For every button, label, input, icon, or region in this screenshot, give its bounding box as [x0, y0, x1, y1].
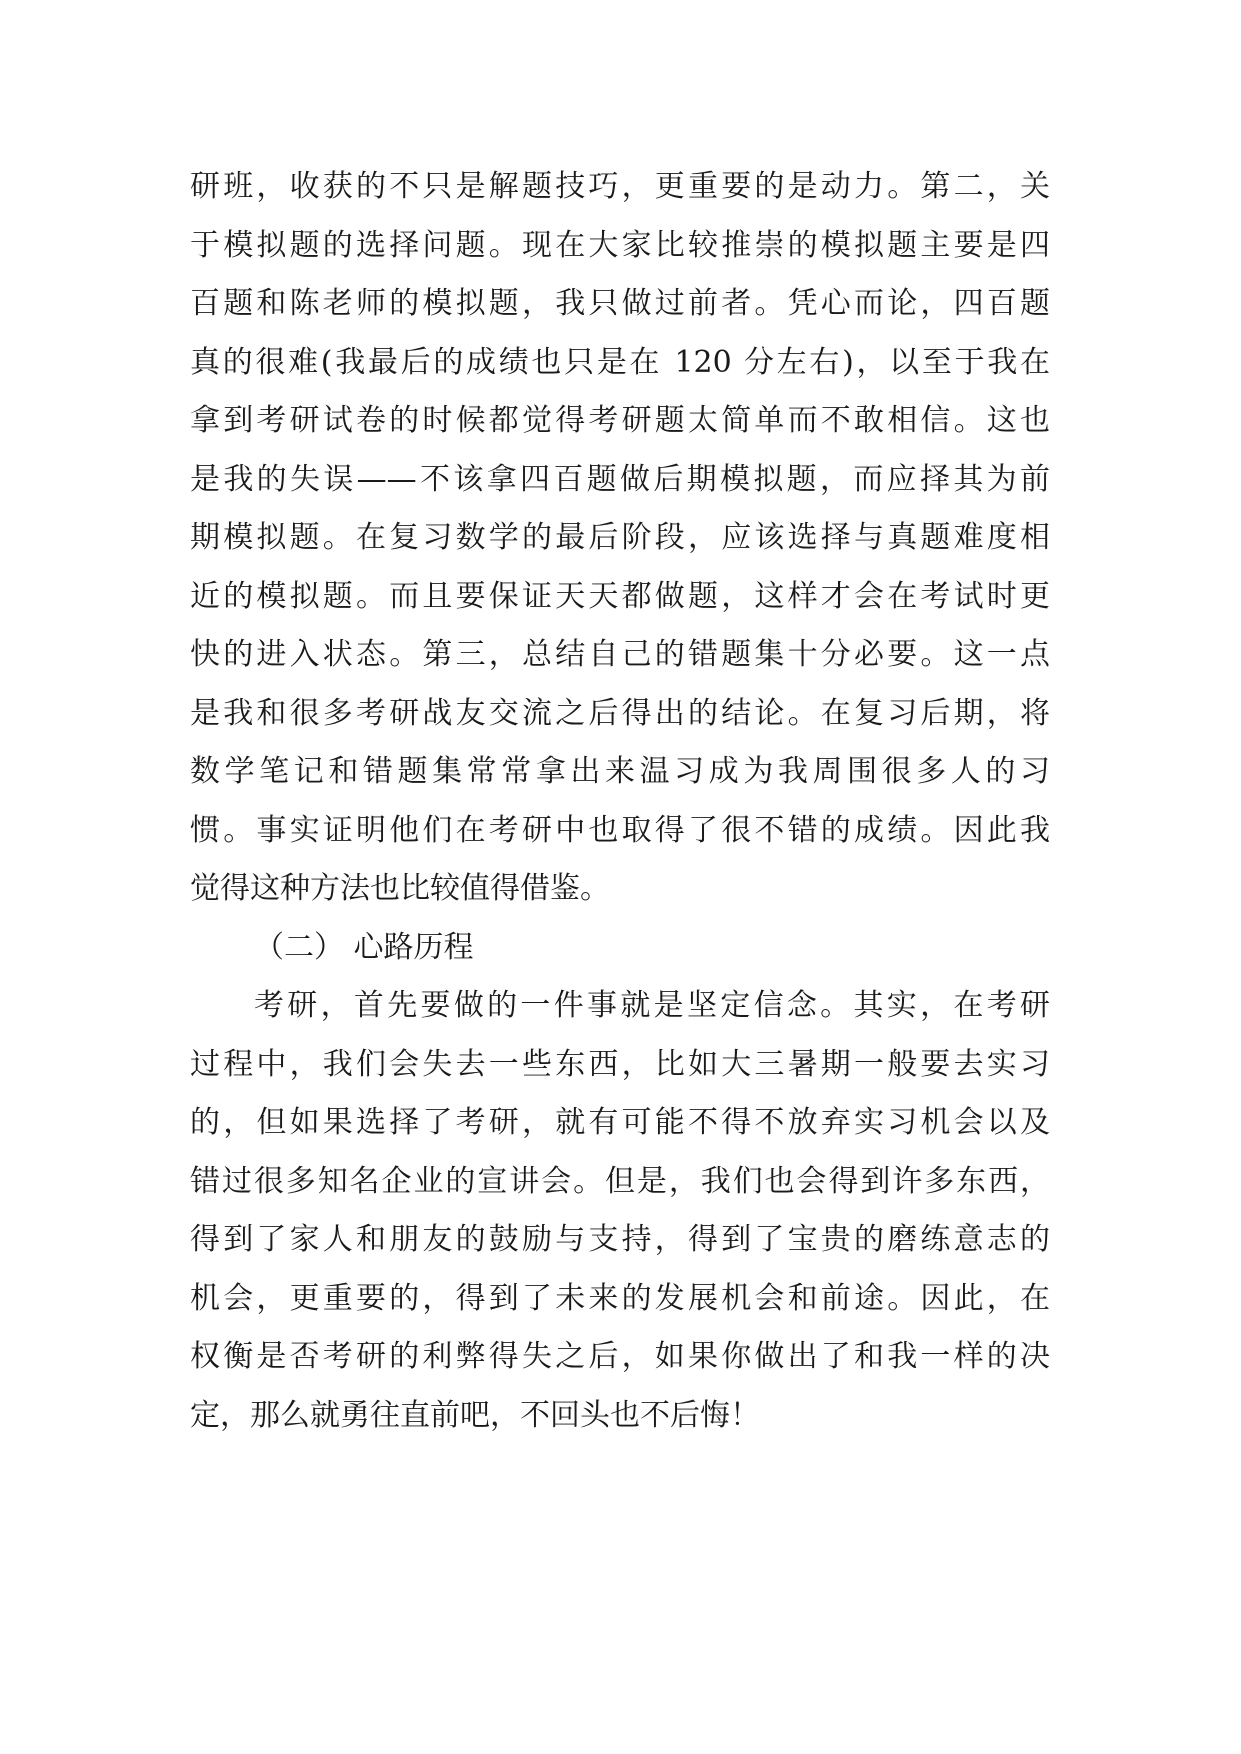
- paragraph-line: 快的进入状态。第三，总结自己的错题集十分必要。这一点: [190, 637, 1050, 672]
- paragraph-line: 是我和很多考研战友交流之后得出的结论。在复习后期，将: [190, 695, 1050, 731]
- paragraph-line: 研班，收获的不只是解题技巧，更重要的是动力。第二，关: [190, 169, 1050, 204]
- paragraph-line: 考研，首先要做的一件事就是坚定信念。其实，在考研: [254, 988, 1050, 1023]
- paragraph-line: 惯。事实证明他们在考研中也取得了很不错的成绩。因此我: [190, 812, 1050, 848]
- paragraph-line: 得到了家人和朋友的鼓励与支持，得到了宝贵的磨练意志的: [190, 1222, 1050, 1257]
- paragraph-line: 于模拟题的选择问题。现在大家比较推崇的模拟题主要是四: [190, 227, 1050, 263]
- paragraph-line: 是我的失误——不该拿四百题做后期模拟题，而应择其为前: [190, 461, 1050, 497]
- paragraph-line: 拿到考研试卷的时候都觉得考研题太简单而不敢相信。这也: [190, 403, 1050, 438]
- paragraph-line: 期模拟题。在复习数学的最后阶段，应该选择与真题难度相: [190, 520, 1050, 555]
- paragraph-line: 错过很多知名企业的宣讲会。但是，我们也会得到许多东西，: [190, 1163, 1050, 1199]
- paragraph-line: 真的很难(我最后的成绩也只是在 120 分左右)，以至于我在: [190, 344, 1050, 380]
- paragraph-line: 数学笔记和错题集常常拿出来温习成为我周围很多人的习: [190, 754, 1050, 789]
- paragraph-line: 百题和陈老师的模拟题，我只做过前者。凭心而论，四百题: [190, 286, 1050, 321]
- document-body: [190, 158, 1050, 1445]
- paragraph-line: 过程中，我们会失去一些东西，比如大三暑期一般要去实习: [190, 1046, 1050, 1082]
- paragraph-line: 权衡是否考研的利弊得失之后，如果你做出了和我一样的决: [190, 1339, 1050, 1374]
- paragraph-line: 近的模拟题。而且要保证天天都做题，这样才会在考试时更: [190, 578, 1050, 614]
- paragraph-line: 机会，更重要的，得到了未来的发展机会和前途。因此，在: [190, 1280, 1050, 1316]
- paragraph-line: 定，那么就勇往直前吧，不回头也不后悔！: [190, 1397, 760, 1433]
- paragraph-line: 的，但如果选择了考研，就有可能不得不放弃实习机会以及: [190, 1105, 1050, 1140]
- section-heading: （二） 心路历程: [254, 929, 474, 965]
- paragraph-line: 觉得这种方法也比较值得借鉴。: [190, 871, 610, 906]
